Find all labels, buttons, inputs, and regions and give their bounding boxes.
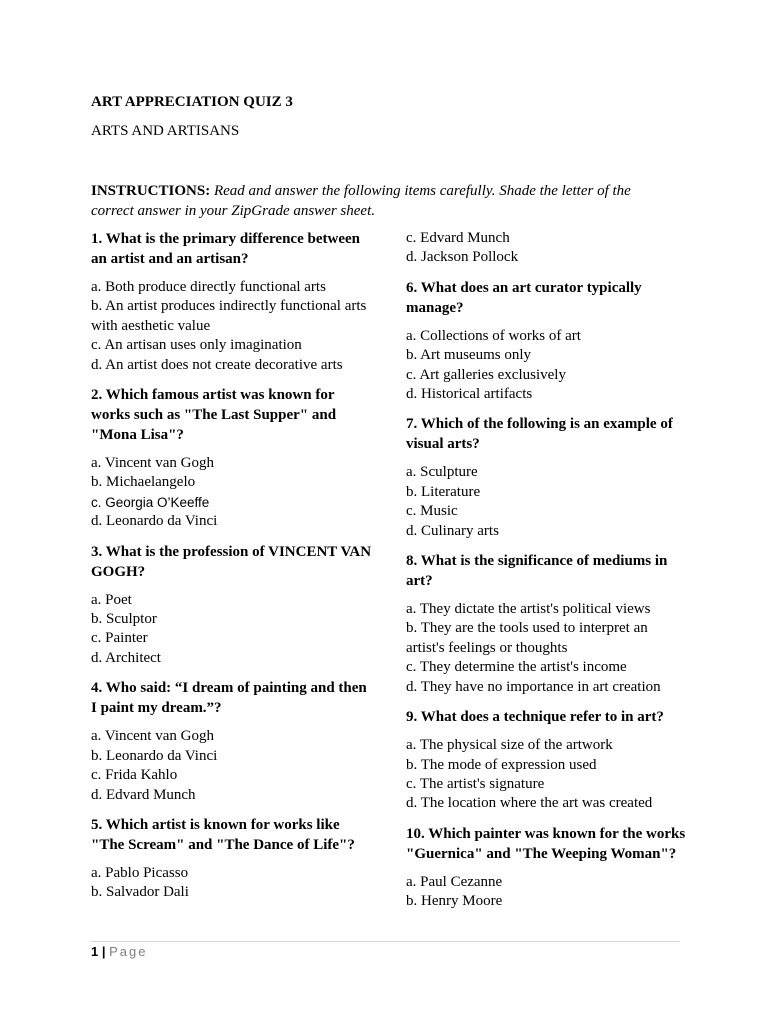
instructions-label: INSTRUCTIONS: [91, 183, 211, 199]
option: c. Music [406, 503, 458, 520]
page-number: 1 [91, 944, 99, 959]
option: c. Georgia O’Keeffe [91, 494, 210, 510]
question-6-options [406, 327, 688, 405]
option: c. Edvard Munch [406, 230, 510, 246]
question-5-options-continued [406, 229, 688, 268]
question-1: 1. What is the primary difference between an artist and an artisan? [91, 231, 360, 267]
option: d. They have no importance in art creation [406, 678, 661, 695]
option: d. An artist does not create decorative arts [91, 356, 343, 373]
question-10: 10. Which painter was known for the works "Guernica" and "The Weeping Woman"? [406, 825, 686, 862]
option: c. Frida Kahlo [91, 767, 178, 784]
page-label: Page [109, 944, 148, 959]
option: b. Leonardo da Vinci [91, 747, 218, 764]
option: b. The mode of expression used [406, 756, 597, 773]
page-separator: | [98, 944, 110, 959]
question-2-options [91, 454, 376, 532]
question-7: 7. Which of the following is an example of visual arts? [406, 416, 673, 453]
option: a. Pablo Picasso [91, 864, 189, 881]
option: b. They are the tools used to interpret an artist's feelings or thoughts [406, 620, 648, 656]
option: b. Henry Moore [406, 893, 503, 910]
footer-divider [91, 941, 680, 942]
option: a. Paul Cezanne [406, 873, 503, 890]
page-footer [91, 944, 147, 960]
option: d. Edvard Munch [91, 786, 196, 803]
question-4-options [91, 727, 376, 805]
option: b. Salvador Dali [91, 884, 189, 901]
option: b. Michaelangelo [91, 474, 196, 491]
quiz-title: ART APPRECIATION QUIZ 3 [91, 94, 293, 110]
instructions-text: Read and answer the following items carefully. Shade the letter of the correct answer in your ZipGrade answer sheet. [91, 183, 631, 219]
question-10-options [406, 873, 688, 912]
question-9: 9. What does a technique refer to in art? [406, 709, 664, 726]
option: c. They determine the artist's income [406, 659, 627, 676]
option: c. The artist's signature [406, 775, 545, 792]
instructions [91, 181, 671, 221]
option: b. An artist produces indirectly functional arts with aesthetic value [91, 298, 367, 334]
option: b. Literature [406, 483, 481, 500]
option: d. Culinary arts [406, 522, 499, 539]
question-3: 3. What is the profession of VINCENT VAN GOGH? [91, 543, 372, 580]
option: b. Sculptor [91, 611, 157, 628]
question-3-options [91, 591, 376, 669]
option: a. Poet [91, 591, 132, 608]
option: a. Collections of works of art [406, 327, 581, 344]
option: a. They dictate the artist's political views [406, 601, 651, 618]
option: c. An artisan uses only imagination [91, 337, 302, 354]
option: b. Art museums only [406, 347, 532, 364]
option: d. The location where the art was created [406, 795, 653, 812]
question-5: 5. Which artist is known for works like "The Scream" and "The Dance of Life"? [91, 816, 355, 853]
question-8-options [406, 600, 688, 697]
question-9-options [406, 736, 688, 814]
question-8: 8. What is the significance of mediums in art? [406, 553, 668, 590]
option: a. Vincent van Gogh [91, 728, 214, 745]
option: c. Art galleries exclusively [406, 366, 566, 383]
right-column [406, 229, 688, 922]
option: a. Sculpture [406, 464, 478, 481]
question-6: 6. What does an art curator typically manage? [406, 279, 642, 316]
left-column [91, 229, 376, 913]
option: d. Jackson Pollock [406, 249, 519, 266]
option: a. Both produce directly functional arts [91, 279, 326, 295]
option: d. Historical artifacts [406, 386, 533, 403]
option: c. Painter [91, 630, 148, 647]
option: a. Vincent van Gogh [91, 455, 214, 472]
question-5-options [91, 864, 376, 903]
question-1-options [91, 278, 376, 375]
quiz-subtitle: ARTS AND ARTISANS [91, 123, 240, 139]
question-7-options [406, 463, 688, 541]
option: d. Leonardo da Vinci [91, 513, 218, 530]
question-2: 2. Which famous artist was known for works such as "The Last Supper" and "Mona Lisa"? [91, 387, 337, 444]
option: a. The physical size of the artwork [406, 737, 613, 754]
question-4: 4. Who said: “I dream of painting and then I paint my dream.”? [91, 680, 367, 717]
option: d. Architect [91, 649, 161, 666]
